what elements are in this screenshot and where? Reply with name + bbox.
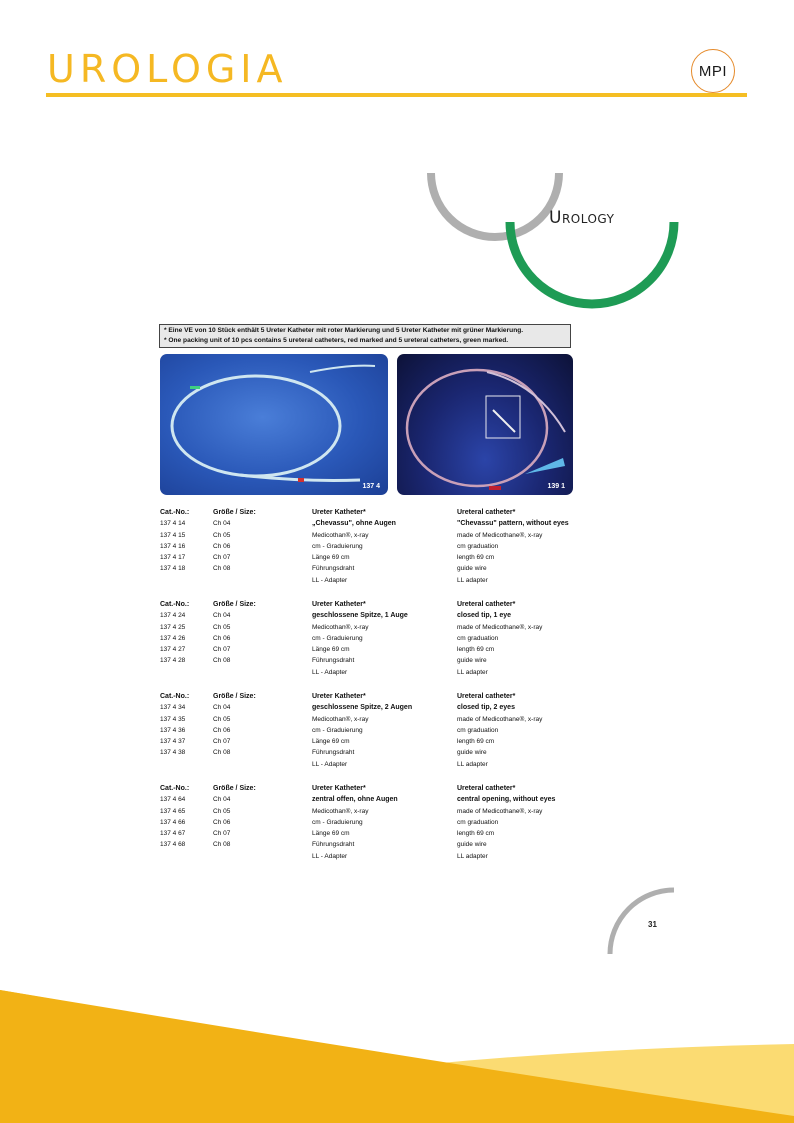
size: Ch 07 (213, 830, 231, 838)
catheter-loop (172, 376, 340, 476)
de-title: Ureter Katheter* (312, 509, 366, 516)
en-feature: cm graduation (457, 818, 499, 826)
size-column (213, 783, 256, 851)
product-photo-1391 (397, 354, 573, 495)
size: Ch 06 (213, 542, 231, 550)
catheter-tip (310, 366, 375, 372)
de-feature: geschlossene Spitze, 1 Auge (312, 612, 408, 620)
de-feature: cm - Graduierung (312, 818, 363, 826)
en-feature: cm graduation (457, 634, 499, 642)
section-label: Urology (549, 208, 615, 228)
de-feature: Medicothan®, x-ray (312, 623, 369, 631)
photo-tag: 139 1 (547, 483, 565, 490)
english-description (457, 507, 569, 586)
size: Ch 08 (213, 565, 231, 573)
cat-no: 137 4 28 (160, 657, 186, 665)
cat-no-header: Cat.-No.: (160, 509, 190, 516)
size-header: Größe / Size: (213, 601, 256, 608)
de-feature: LL - Adapter (312, 668, 348, 676)
cat-no: 137 4 26 (160, 634, 186, 642)
catheter-illustration (160, 354, 388, 495)
size-header: Größe / Size: (213, 785, 256, 792)
en-feature: LL adapter (457, 852, 488, 860)
size: Ch 07 (213, 646, 231, 654)
de-feature: LL - Adapter (312, 576, 348, 584)
cat-no: 137 4 14 (160, 520, 186, 528)
en-title: Ureteral catheter* (457, 601, 516, 608)
cat-no: 137 4 67 (160, 830, 186, 838)
cat-no-column (160, 783, 189, 851)
size: Ch 06 (213, 634, 231, 642)
en-feature: closed tip, 1 eye (457, 612, 512, 620)
german-description (312, 507, 396, 586)
en-feature: LL adapter (457, 760, 488, 768)
size: Ch 05 (213, 531, 231, 539)
de-title: Ureter Katheter* (312, 601, 366, 608)
en-feature: length 69 cm (457, 830, 495, 838)
footer-wave (0, 990, 794, 1123)
en-feature: length 69 cm (457, 738, 495, 746)
en-title: Ureteral catheter* (457, 509, 516, 516)
cat-no: 137 4 65 (160, 807, 186, 815)
red-marker (489, 486, 501, 490)
green-arc (510, 222, 674, 304)
catheter-tail (487, 372, 565, 432)
cat-no: 137 4 15 (160, 531, 186, 539)
cat-no-column (160, 507, 189, 575)
cat-no: 137 4 66 (160, 818, 186, 826)
de-title: Ureter Katheter* (312, 785, 366, 792)
page-title: UROLOGIA (47, 47, 288, 91)
cat-no: 137 4 36 (160, 726, 186, 734)
cat-no: 137 4 17 (160, 554, 186, 562)
de-feature: cm - Graduierung (312, 542, 363, 550)
product-photo-1374 (160, 354, 388, 495)
de-feature: zentral offen, ohne Augen (312, 796, 398, 804)
en-feature: guide wire (457, 657, 487, 665)
de-title: Ureter Katheter* (312, 693, 366, 700)
en-title: Ureteral catheter* (457, 693, 516, 700)
page-number-arc (0, 880, 794, 970)
english-description (457, 783, 555, 862)
de-feature: Medicothan®, x-ray (312, 715, 369, 723)
size: Ch 07 (213, 554, 231, 562)
cat-no: 137 4 18 (160, 565, 186, 573)
de-feature: geschlossene Spitze, 2 Augen (312, 704, 413, 712)
en-feature: made of Medicothane®, x-ray (457, 531, 543, 539)
cat-no: 137 4 38 (160, 749, 186, 757)
size-header: Größe / Size: (213, 509, 256, 516)
catheter-loop (407, 370, 547, 486)
en-feature: LL adapter (457, 576, 488, 584)
size: Ch 05 (213, 807, 231, 815)
en-feature: LL adapter (457, 668, 488, 676)
en-feature: "Chevassu" pattern, without eyes (457, 520, 569, 528)
cat-no-column (160, 599, 189, 667)
de-feature: LL - Adapter (312, 852, 348, 860)
de-feature: Führungsdraht (312, 565, 355, 573)
decorative-arcs (0, 0, 794, 320)
de-feature: Länge 69 cm (312, 738, 350, 746)
en-feature: made of Medicothane®, x-ray (457, 807, 543, 815)
en-feature: cm graduation (457, 726, 499, 734)
cat-no-header: Cat.-No.: (160, 601, 190, 608)
cat-no: 137 4 27 (160, 646, 186, 654)
de-feature: Medicothan®, x-ray (312, 531, 369, 539)
size: Ch 04 (213, 520, 231, 528)
size: Ch 04 (213, 612, 231, 620)
en-feature: central opening, without eyes (457, 796, 556, 804)
german-description (312, 783, 398, 862)
en-feature: cm graduation (457, 542, 499, 550)
en-feature: length 69 cm (457, 646, 495, 654)
size: Ch 06 (213, 818, 231, 826)
size: Ch 08 (213, 657, 231, 665)
photo-tag: 137 4 (362, 483, 380, 490)
size: Ch 05 (213, 623, 231, 631)
size: Ch 08 (213, 841, 231, 849)
size: Ch 08 (213, 749, 231, 757)
en-feature: guide wire (457, 749, 487, 757)
notice-line-en: * One packing unit of 10 pcs contains 5 ureteral catheters, red marked and 5 ureteral catheters, green marked. (164, 337, 509, 344)
catheter-illustration (397, 354, 573, 495)
notice-line-de: * Eine VE von 10 Stück enthält 5 Ureter Katheter mit roter Markierung und 5 Ureter Katheter mit grüner Markierung. (164, 327, 524, 334)
en-feature: length 69 cm (457, 554, 495, 562)
green-marker (190, 386, 200, 389)
de-feature: Länge 69 cm (312, 830, 350, 838)
packing-notice (159, 324, 571, 348)
cat-no: 137 4 68 (160, 841, 186, 849)
cat-no: 137 4 64 (160, 796, 186, 804)
size-column (213, 691, 256, 759)
logo-text: MPI (698, 62, 728, 80)
cat-no: 137 4 24 (160, 612, 186, 620)
en-feature: closed tip, 2 eyes (457, 704, 515, 712)
german-description (312, 599, 408, 678)
english-description (457, 599, 542, 678)
page-number: 31 (648, 920, 657, 929)
gray-arc (431, 173, 559, 237)
size: Ch 05 (213, 715, 231, 723)
en-title: Ureteral catheter* (457, 785, 516, 792)
de-feature: LL - Adapter (312, 760, 348, 768)
cat-no-column (160, 691, 189, 759)
size-header: Größe / Size: (213, 693, 256, 700)
cat-no: 137 4 34 (160, 704, 186, 712)
cat-no-header: Cat.-No.: (160, 785, 190, 792)
size: Ch 06 (213, 726, 231, 734)
de-feature: „Chevassu", ohne Augen (312, 520, 396, 528)
de-feature: cm - Graduierung (312, 726, 363, 734)
size: Ch 07 (213, 738, 231, 746)
gray-corner-arc (610, 890, 674, 954)
size-column (213, 599, 256, 667)
german-description (312, 691, 412, 770)
red-marker (298, 478, 304, 482)
cat-no-header: Cat.-No.: (160, 693, 190, 700)
de-feature: Führungsdraht (312, 749, 355, 757)
detail-tip (493, 410, 515, 432)
en-feature: guide wire (457, 841, 487, 849)
de-feature: Länge 69 cm (312, 646, 350, 654)
cat-no: 137 4 16 (160, 542, 186, 550)
cat-no: 137 4 25 (160, 623, 186, 631)
de-feature: Führungsdraht (312, 841, 355, 849)
cat-no: 137 4 37 (160, 738, 186, 746)
de-feature: Führungsdraht (312, 657, 355, 665)
de-feature: cm - Graduierung (312, 634, 363, 642)
size: Ch 04 (213, 796, 231, 804)
en-feature: made of Medicothane®, x-ray (457, 715, 543, 723)
cat-no: 137 4 35 (160, 715, 186, 723)
english-description (457, 691, 542, 770)
size: Ch 04 (213, 704, 231, 712)
en-feature: made of Medicothane®, x-ray (457, 623, 543, 631)
en-feature: guide wire (457, 565, 487, 573)
de-feature: Länge 69 cm (312, 554, 350, 562)
size-column (213, 507, 256, 575)
de-feature: Medicothan®, x-ray (312, 807, 369, 815)
